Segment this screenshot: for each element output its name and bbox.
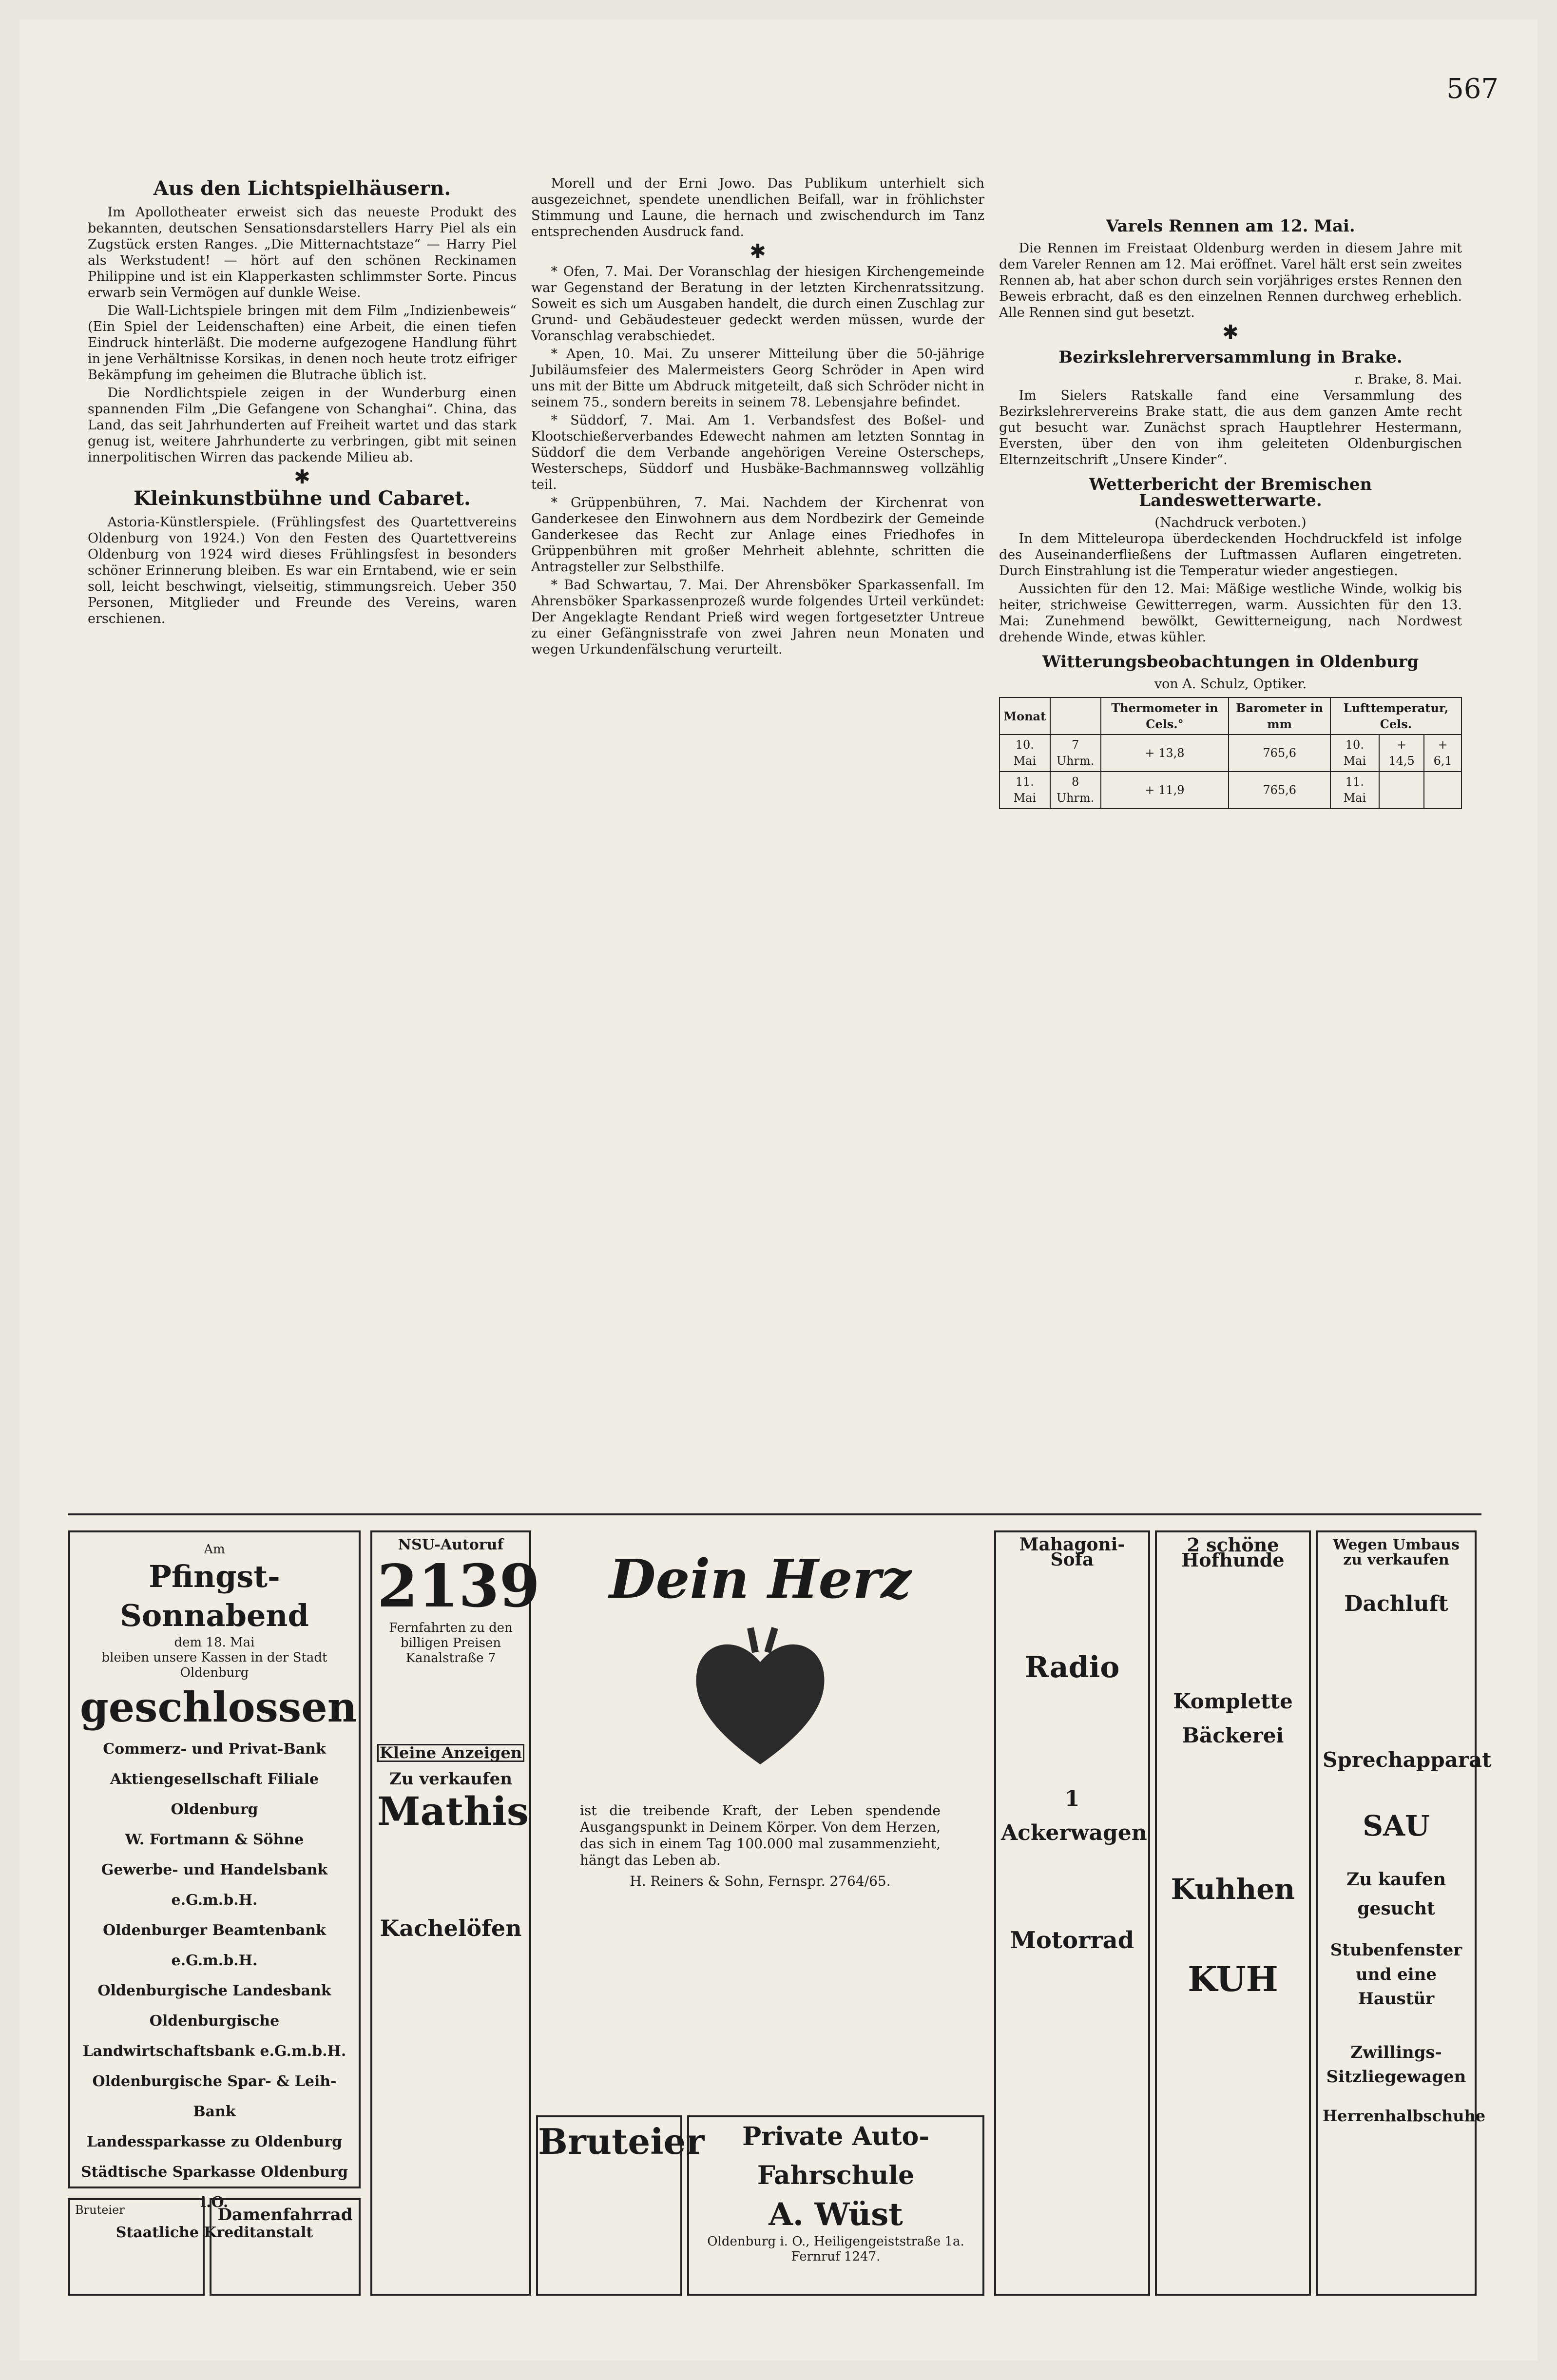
heart-icon	[682, 1623, 838, 1769]
bruteier-ad	[536, 2115, 705, 2296]
small-ad	[68, 2198, 205, 2296]
weather-header: Lufttemperatur, Cels.	[1330, 697, 1461, 735]
weather-cell: 10. Mai	[1000, 735, 1050, 772]
bank-item: Gewerbe- und Handelsbank e.G.m.b.H.	[101, 1861, 328, 1909]
ad-title: 1 Ackerwagen	[1001, 1786, 1147, 1845]
damenfahrrad-ad	[210, 2198, 361, 2296]
wetter-sub: (Nachdruck verboten.)	[1154, 515, 1307, 530]
newspaper-page	[19, 19, 1538, 2361]
article-paragraph: Aussichten für den 12. Mai: Mäßige westliche Winde, wolkig bis heiter, strichweise Gewitterregen, warm. Aussichten für den 13. Mai: Zunehmend bewölkt, Gewitterneigung, nach Nordwest drehende Winde, etwas kühler.	[999, 581, 1462, 645]
article-paragraph: * Süddorf, 7. Mai. Am 1. Verbandsfest des Boßel- und Klootschießerverbandes Edewecht nahmen am letzten Sonntag in Süddorf die dem Verbande angehörigen Vereine Osterscheps, Westerscheps, Süddorf und Husbäke-Bachmannsweg vollzählig teil.	[531, 413, 984, 492]
ad-text: bleiben unsere Kassen in der Stadt Oldenburg	[101, 1650, 327, 1680]
weather-cell: + 13,8	[1101, 735, 1229, 772]
bank-item: Landessparkasse zu Oldenburg	[86, 2133, 343, 2150]
weather-cell: + 14,5	[1379, 735, 1424, 772]
bank-item: Staatliche Kreditanstalt	[115, 2224, 313, 2241]
ad-title: Bruteier	[538, 2121, 705, 2162]
weather-table	[999, 697, 1462, 809]
ad-title: Komplette Bäckerei	[1173, 1689, 1293, 1747]
ad-text: Fernfahrten zu den billigen Preisen Kanalstraße 7	[389, 1621, 513, 1665]
headline-witterung: Witterungsbeobachtungen in Oldenburg	[1042, 652, 1419, 672]
table-row	[1000, 735, 1461, 772]
nsu-column	[370, 1530, 540, 2296]
ad-text: Bruteier	[75, 2203, 125, 2217]
nsu-number: 2139	[377, 1552, 540, 1621]
weather-header: Barometer in mm	[1229, 697, 1330, 735]
ad-text: Am	[204, 1542, 225, 1557]
ad-title: Radio	[1024, 1650, 1120, 1684]
bank-item: Oldenburgische Landesbank	[97, 1982, 331, 1999]
headline-wetter: Wetterbericht der Bremischen Landeswetterwarte.	[1089, 475, 1372, 510]
bank-item: Städtische Sparkasse Oldenburg i.O.	[80, 2164, 348, 2211]
ad-title: Pfingst-Sonnabend	[120, 1559, 309, 1633]
bank-item: Oldenburger Beamtenbank e.G.m.b.H.	[103, 1922, 326, 1969]
ad-title: SAU	[1363, 1809, 1430, 1842]
article-paragraph: In dem Mitteleuropa überdeckenden Hochdruckfeld ist infolge des Auseinanderfließens der Luftmassen Auflaren eingetreten. Durch Einstrahlung ist die Temperatur wieder angestiegen.	[999, 531, 1462, 579]
weather-cell: 11. Mai	[1330, 772, 1379, 809]
article-paragraph: Morell und der Erni Jowo. Das Publikum unterhielt sich ausgezeichnet, spendete unendlichen Beifall, war in fröhlichster Stimmung und Laune, die hernach und zwischendurch im Tanz entsprechenden Ausdruck fand.	[531, 176, 984, 239]
weather-cell: 8 Uhrm.	[1050, 772, 1101, 809]
bank-item: Oldenburgische Spar- & Leih-Bank	[92, 2073, 337, 2120]
ad-title: Motorrad	[1010, 1927, 1134, 1954]
weather-cell: + 11,9	[1101, 772, 1229, 809]
column-1	[88, 175, 517, 1501]
ad-title: Wegen Umbaus zu verkaufen	[1333, 1536, 1460, 1568]
ad-title: Zwillings-Sitzliegewagen	[1326, 2043, 1466, 2087]
weather-cell: 10. Mai	[1330, 735, 1379, 772]
separator-star: ✱	[294, 466, 310, 488]
bank-list	[80, 1734, 349, 2248]
weather-header: Thermometer in Cels.°	[1101, 697, 1229, 735]
fahrschule-ad	[687, 2115, 984, 2296]
headline-brake: Bezirkslehrerversammlung in Brake.	[1058, 348, 1403, 367]
ad-title: Dachluft	[1344, 1591, 1448, 1616]
headline-kleinkunst: Kleinkunstbühne und Cabaret.	[134, 487, 471, 510]
headline-varel: Varels Rennen am 12. Mai.	[1106, 216, 1355, 236]
ad-title-big: geschlossen	[80, 1683, 357, 1731]
weather-cell	[1424, 772, 1461, 809]
ad-title: Zu kaufen gesucht	[1346, 1869, 1446, 1919]
ad-title: Mahagoni-Sofa	[1019, 1534, 1125, 1570]
weather-header: Monat	[1000, 697, 1050, 735]
witterung-sub: von A. Schulz, Optiker.	[1154, 677, 1307, 692]
ad-title: Sprechapparat	[1323, 1748, 1492, 1772]
ad-title: Kleine Anzeigen	[377, 1744, 524, 1762]
section-divider	[68, 1513, 1481, 1515]
ad-title-big: Mathis	[377, 1788, 529, 1834]
ad-text: Oldenburg i. O., Heiligengeiststraße 1a. Fernruf 1247.	[707, 2234, 964, 2264]
article-paragraph: Im Apollotheater erweist sich das neueste Produkt des bekannten, deutschen Sensationsdarstellers Harry Piel als ein Zugstück ersten Ranges. „Die Mitternachtstaze“ — Harry Piel als Werkstudent! — hört auf den schönen Reckinamen Philippine und ist ein Klapperkasten schlimmster Sorte. Pincus erwarb sein Vermögen auf dunkle Weise.	[88, 205, 517, 300]
ad-title: Herrenhalbschuhe	[1323, 2107, 1486, 2125]
ad-title: Zu verkaufen	[389, 1769, 512, 1789]
classifieds-col-2	[1155, 1530, 1311, 2296]
weather-cell: 765,6	[1229, 772, 1330, 809]
article-paragraph: * Bad Schwartau, 7. Mai. Der Ahrensböker Sparkassenfall. Im Ahrensböker Sparkassenprozeß wurde folgendes Urteil verkündet: Der Angeklagte Rendant Prieß wird wegen fortgesetzter Untreue zu einer Gefängnisstrafe von zwei Jahren neun Monaten und wegen Urkundenfälschung verurteilt.	[531, 578, 984, 657]
table-row	[1000, 772, 1461, 809]
bank-item: Oldenburgische Landwirtschaftsbank e.G.m.b.H.	[82, 2012, 346, 2060]
article-paragraph: Die Rennen im Freistaat Oldenburg werden in diesem Jahre mit dem Vareler Rennen am 12. Mai eröffnet. Varel hält erst sein zweites Rennen ab, hat aber schon durch sein vorjähriges erstes Rennen den Beweis erbracht, daß es den einzelnen Rennen durchweg erheblich. Alle Rennen sind gut besetzt.	[999, 241, 1462, 320]
ad-text: H. Reiners & Sohn, Fernspr. 2764/65.	[630, 1873, 891, 1889]
weather-header	[1050, 697, 1101, 735]
column-3	[999, 210, 1462, 1526]
separator-star: ✱	[750, 240, 766, 263]
ad-title: Dein Herz	[609, 1548, 911, 1610]
article-paragraph: Die Nordlichtspiele zeigen in der Wunderburg einen spannenden Film „Die Gefangene von Schanghai“. China, das Land, das seit Jahrhunderten auf Freiheit wartet und das stark genug ist, weitere Jahrhunderte zu verbringen, gibt mit seinen innerpolitischen Wirren das packende Milieu ab.	[88, 386, 517, 465]
ad-title: Kuhhen	[1171, 1873, 1295, 1906]
article-paragraph: * Ofen, 7. Mai. Der Voranschlag der hiesigen Kirchengemeinde war Gegenstand der Beratung in der letzten Kirchenratssitzung. Soweit es sich um Ausgaben handelt, die durch einen Zuschlag zur Grund- und Gebäudesteuer gedeckt werden müssen, wurde der Voranschlag verabschiedet.	[531, 264, 984, 344]
article-paragraph: * Grüppenbühren, 7. Mai. Nachdem der Kirchenrat von Ganderkesee den Einwohnern aus dem Nordbezirk der Gemeinde Ganderkesee das Recht zur Anlage eines Friedhofes in Grüppenbühren mit großer Mehrheit ablehnte, schritten die Antragsteller zur Selbsthilfe.	[531, 495, 984, 575]
article-paragraph: Im Sielers Ratskalle fand eine Versammlung des Bezirkslehrervereins Brake statt, die aus dem ganzen Amte recht gut besucht war. Zunächst sprach Hauptlehrer Hestermann, Eversten, über den von ihm geleiteten Oldenburgischen Elternzeitschrift „Unsere Kinder“.	[999, 388, 1462, 467]
ad-title: KUH	[1188, 1959, 1278, 1999]
separator-star: ✱	[1222, 321, 1239, 344]
column-2	[531, 175, 984, 1501]
classifieds-col-3	[1316, 1530, 1492, 2296]
article-paragraph: Astoria-Künstlerspiele. (Frühlingsfest des Quartettvereins Oldenburg von 1924.) Von den Festen des Quartettvereins Oldenburg von 1924 wird dieses Frühlingsfest in besonders schöner Erinnerung bleiben. Es war ein Erntabend, wie er sein soll, leicht beschwingt, vielseitig, stimmungsreich. Ueber 350 Personen, Mitglieder und Freunde des Vereins, waren erschienen.	[88, 515, 517, 626]
dateline: r. Brake, 8. Mai.	[1354, 372, 1462, 387]
ad-title: Damenfahrrad	[217, 2205, 353, 2225]
ad-text: ist die treibende Kraft, der Leben spendende Ausgangspunkt in Deinem Körper. Von dem Herzen, das sich in einem Tag 100.000 mal zusammenzieht, hängt das Leben ab.	[580, 1802, 941, 1868]
ad-title: Private Auto-Fahrschule	[742, 2122, 929, 2190]
ad-title: Stubenfenster und eine Haustür	[1330, 1940, 1462, 2009]
weather-cell: + 6,1	[1424, 735, 1461, 772]
ad-title: NSU-Autoruf	[398, 1536, 504, 1553]
weather-cell: 7 Uhrm.	[1050, 735, 1101, 772]
ad-title-big: A. Wüst	[769, 2196, 903, 2233]
weather-cell	[1379, 772, 1424, 809]
bank-item: Commerz- und Privat-Bank Aktiengesellschaft Filiale Oldenburg	[103, 1741, 326, 1818]
ad-title: 2 schöne Hofhunde	[1181, 1534, 1285, 1571]
ad-title: Kachelöfen	[380, 1915, 522, 1941]
weather-cell: 11. Mai	[1000, 772, 1050, 809]
ad-text: dem 18. Mai	[174, 1635, 255, 1650]
headline-lichtspiel: Aus den Lichtspielhäusern.	[153, 177, 451, 200]
page-number: 567	[1446, 73, 1499, 105]
weather-cell: 765,6	[1229, 735, 1330, 772]
bank-item: W. Fortmann & Söhne	[125, 1831, 304, 1848]
classifieds-col-1	[994, 1530, 1150, 2296]
article-paragraph: Die Wall-Lichtspiele bringen mit dem Film „Indizienbeweis“ (Ein Spiel der Leidenschaften) eine Arbeit, die einen tiefen Eindruck hinterläßt. Die moderne aufgezogene Handlung führt in jene Verhältnisse Korsikas, in denen noch heute trotz eifriger Bekämpfung im geheimen die Blutrache üblich ist.	[88, 303, 517, 383]
article-paragraph: * Apen, 10. Mai. Zu unserer Mitteilung über die 50-jährige Jubiläumsfeier des Malermeisters Georg Schröder in Apen wird uns mit der Bitte um Abdruck mitgeteilt, daß sich Schröder nicht in seinem 75., sondern bereits in seinem 78. Lebensjahre befindet.	[531, 347, 984, 410]
heart-ad	[536, 1530, 984, 2110]
